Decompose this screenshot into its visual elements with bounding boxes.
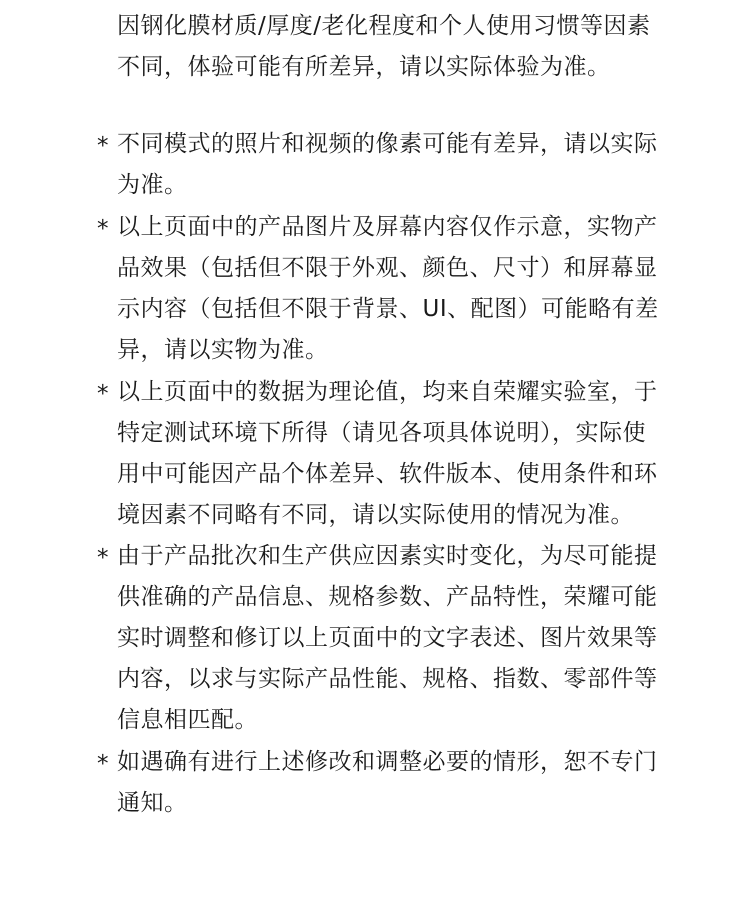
note-line: 信息相匹配。 <box>117 707 258 733</box>
note-bullet: * <box>97 751 109 777</box>
note-bullet: * <box>97 216 109 242</box>
note-line: 品效果（包括但不限于外观、颜色、尺寸）和屏幕显 <box>117 255 658 281</box>
note-line: 由于产品批次和生产供应因素实时变化，为尽可能提 <box>117 543 658 569</box>
note-line: 用中可能因产品个体差异、软件版本、使用条件和环 <box>117 461 658 487</box>
note-line: 为准。 <box>117 172 188 198</box>
note-line: 以上页面中的产品图片及屏幕内容仅作示意，实物产 <box>117 214 658 240</box>
note-line: 特定测试环境下所得（请见各项具体说明），实际使 <box>117 420 646 446</box>
note-line: 内容，以求与实际产品性能、规格、指数、零部件等 <box>117 666 658 692</box>
intro-line: 因钢化膜材质/厚度/老化程度和个人使用习惯等因素 <box>117 13 651 39</box>
note-line: 通知。 <box>117 790 188 816</box>
note-bullet: * <box>97 381 109 407</box>
note-line: 供准确的产品信息、规格参数、产品特性，荣耀可能 <box>117 584 658 610</box>
note-line: 境因素不同略有不同，请以实际使用的情况为准。 <box>117 502 634 528</box>
note-line: 不同模式的照片和视频的像素可能有差异，请以实际 <box>117 131 658 157</box>
intro-line: 不同，体验可能有所差异，请以实际体验为准。 <box>117 54 611 80</box>
note-line: 示内容（包括但不限于背景、UI、配图）可能略有差 <box>117 296 659 322</box>
note-line: 以上页面中的数据为理论值，均来自荣耀实验室，于 <box>117 379 658 405</box>
note-line: 实时调整和修订以上页面中的文字表述、图片效果等 <box>117 625 658 651</box>
note-line: 异，请以实物为准。 <box>117 337 329 363</box>
note-bullet: * <box>97 133 109 159</box>
note-bullet: * <box>97 545 109 571</box>
note-line: 如遇确有进行上述修改和调整必要的情形，恕不专门 <box>117 749 658 775</box>
